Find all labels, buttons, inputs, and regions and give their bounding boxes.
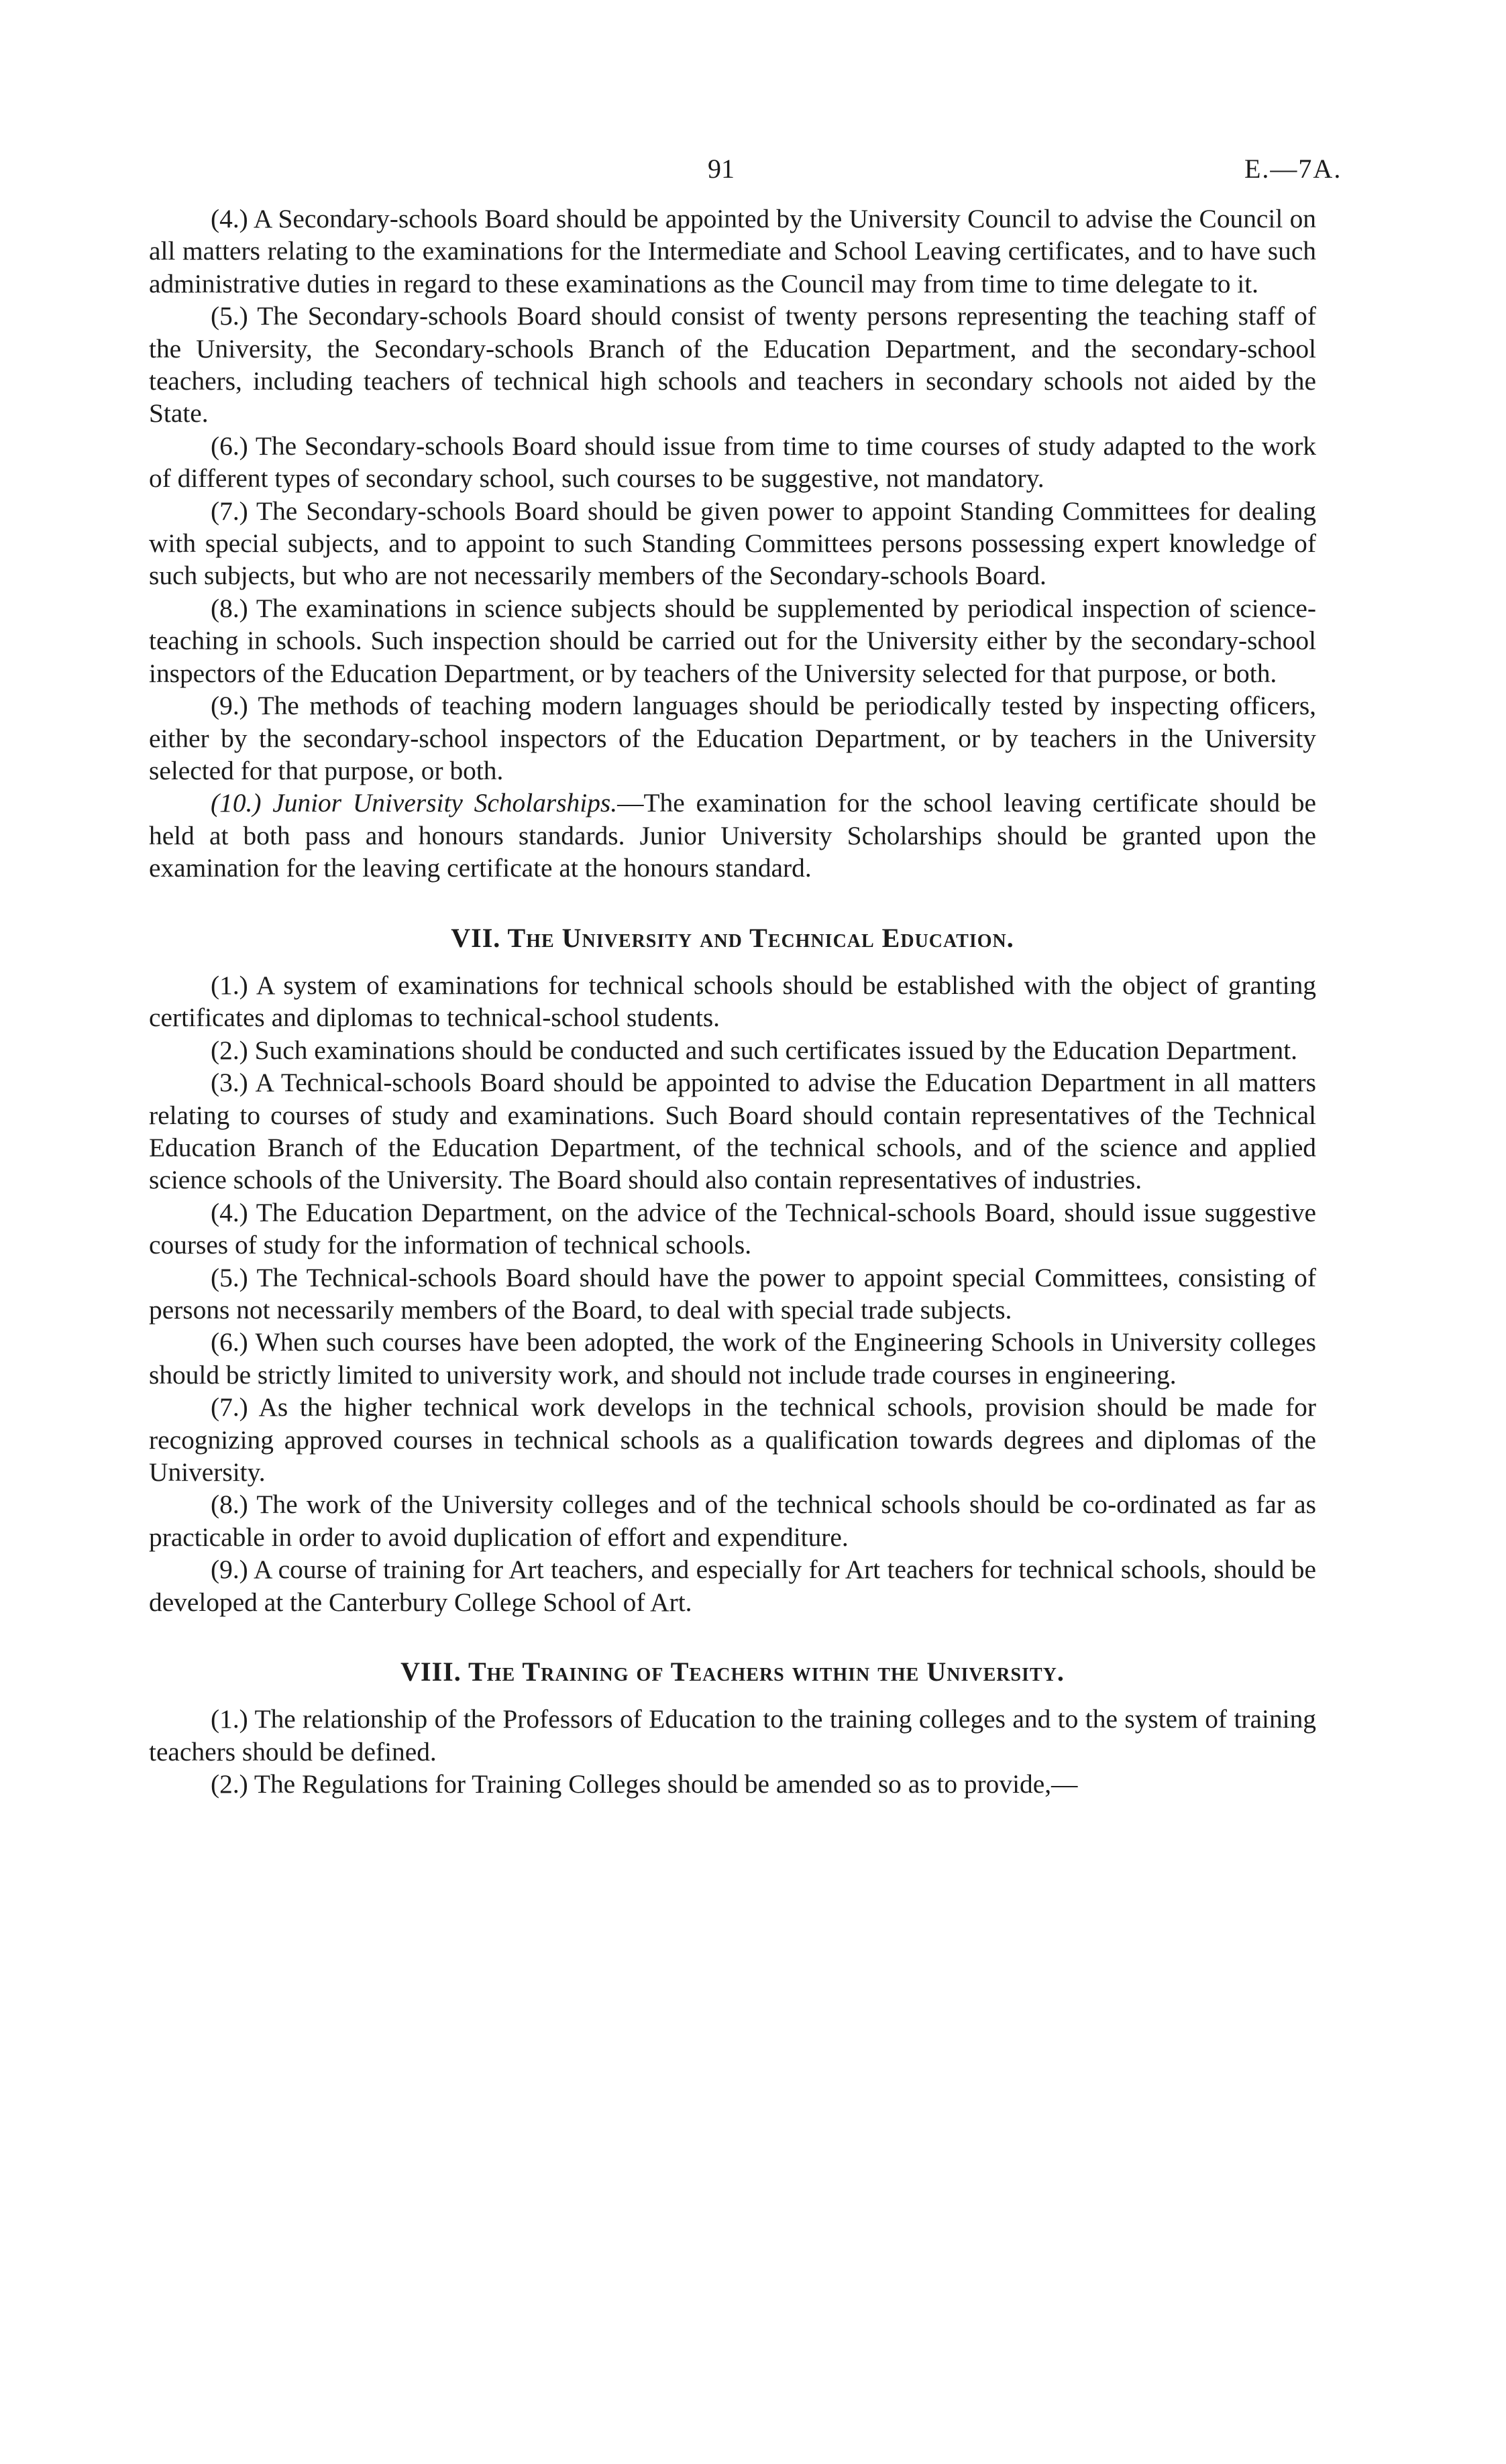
paragraph: (2.) Such examinations should be conducted and such certificates issued by the Education Department. <box>211 1035 1298 1065</box>
paragraph: (4.) The Education Department, on the advice of the Technical-schools Board, should issue suggestive courses of study for the information of technical schools. <box>149 1197 1316 1260</box>
page-header <box>0 153 1506 193</box>
document-body <box>149 203 1316 1801</box>
paragraph <box>149 787 1316 884</box>
paragraph: (1.) The relationship of the Professors of Education to the training colleges and to the system of training teachers should be defined. <box>149 1704 1316 1767</box>
paragraph: (9.) The methods of teaching modern languages should be periodically tested by inspecting officers, either by the secondary-school inspectors of the Education Department, or by teachers in the University selected for that purpose, or both. <box>149 691 1316 785</box>
paragraph: (3.) A Technical-schools Board should be appointed to advise the Education Department in all matters relating to courses of study and examinations. Such Board should contain representatives of the Technical Education Branch of the Education Department, of the technical schools, and of the science and applied science schools of the University. The Board should also contain representatives of industries. <box>149 1068 1316 1195</box>
section-heading: VIII. The Training of Teachers within the University. <box>400 1657 1065 1687</box>
paragraph: (6.) The Secondary-schools Board should issue from time to time courses of study adapted to the work of different types of secondary school, such courses to be suggestive, not mandatory. <box>149 431 1316 494</box>
paragraph: (4.) A Secondary-schools Board should be appointed by the University Council to advise the Council on all matters relating to the examinations for the Intermediate and School Leaving certificates, and to have such administrative duties in regard to these examinations as the Council may from time to time delegate to it. <box>149 204 1316 298</box>
paragraph: (5.) The Technical-schools Board should have the power to appoint special Committees, consisting of persons not necessarily members of the Board, to deal with special trade subjects. <box>149 1262 1316 1325</box>
paragraph-text: —The examination for the school leaving certificate should be held at both pass and honours standards. Junior University Scholarships should be granted upon the examination for the leaving certificate at the honours standard. <box>149 788 1316 883</box>
page-number: 91 <box>708 154 735 184</box>
section-secondary-schools <box>149 203 1316 885</box>
document-reference: E.—7A. <box>1244 154 1342 184</box>
paragraph: (1.) A system of examinations for technical schools should be established with the object of granting certificates and diplomas to technical-school students. <box>149 970 1316 1033</box>
paragraph: (8.) The work of the University colleges and of the technical schools should be co-ordinated as far as practicable in order to avoid duplication of effort and expenditure. <box>149 1490 1316 1552</box>
paragraph: (5.) The Secondary-schools Board should consist of twenty persons representing the teaching staff of the University, the Secondary-schools Branch of the Education Department, and the secondary-school teachers, including teachers of technical high schools and teachers in secondary schools not aided by the State. <box>149 301 1316 429</box>
section-training-of-teachers <box>149 1656 1316 1801</box>
paragraph: (8.) The examinations in science subjects should be supplemented by periodical inspection of science-teaching in schools. Such inspection should be carried out for the University either by the secondary-school inspectors of the Education Department, or by teachers of the University selected for that purpose, or both. <box>149 593 1316 688</box>
paragraph: (9.) A course of training for Art teachers, and especially for Art teachers for technical schools, should be developed at the Canterbury College School of Art. <box>149 1555 1316 1617</box>
paragraph: (2.) The Regulations for Training Colleges should be amended so as to provide,— <box>211 1769 1078 1799</box>
paragraph: (7.) As the higher technical work develops in the technical schools, provision should be made for recognizing approved courses in technical schools as a qualification towards degrees and diplomas of the University. <box>149 1392 1316 1488</box>
paragraph: (6.) When such courses have been adopted, the work of the Engineering Schools in University colleges should be strictly limited to university work, and should not include trade courses in engineering. <box>149 1327 1316 1390</box>
paragraph-lead: (10.) Junior University Scholarships. <box>211 788 618 818</box>
section-university-technical-education <box>149 922 1316 1619</box>
section-heading: VII. The University and Technical Education. <box>451 922 1014 953</box>
paragraph: (7.) The Secondary-schools Board should be given power to appoint Standing Committees for dealing with special subjects, and to appoint to such Standing Committees persons possessing expert knowledge of such subjects, but who are not necessarily members of the Secondary-schools Board. <box>149 496 1316 591</box>
